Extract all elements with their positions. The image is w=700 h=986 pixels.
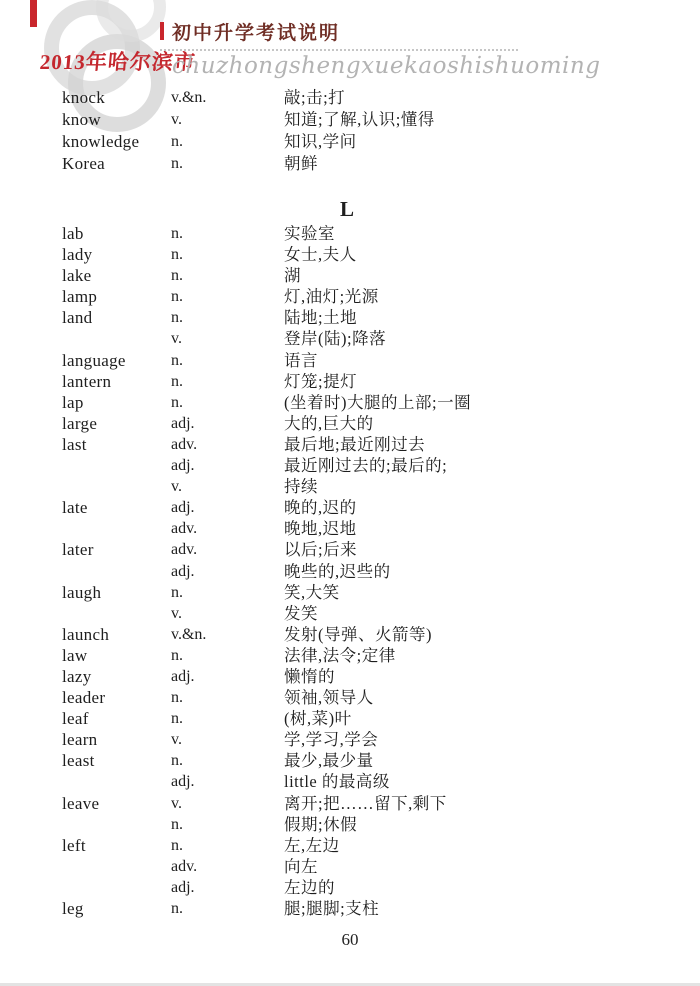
vocab-definition: little 的最高级: [284, 772, 390, 792]
vocab-row: [62, 414, 632, 435]
vocab-pos: adv.: [171, 857, 198, 875]
vocab-row: [62, 456, 632, 477]
vocab-pos: n.: [171, 351, 183, 369]
vocab-pos: adj.: [171, 457, 195, 475]
vocab-word: late: [62, 498, 88, 518]
vocab-pos: n.: [171, 155, 183, 172]
vocab-definition: 学,学习,学会: [284, 730, 379, 750]
vocab-definition: 笑,大笑: [284, 582, 340, 602]
vocab-row: [62, 132, 632, 154]
vocab-row: [62, 266, 632, 287]
vocab-row: [62, 540, 632, 561]
vocab-pos: v.: [171, 111, 182, 128]
vocab-word: last: [62, 434, 87, 454]
vocab-definition: 离开;把……留下,剩下: [284, 793, 447, 813]
vocab-word: lap: [62, 392, 84, 412]
vocab-word: lantern: [62, 371, 112, 391]
vocab-word: later: [62, 540, 94, 560]
vocab-row: [62, 730, 632, 751]
vocab-row: [62, 498, 632, 519]
vocab-word: least: [62, 751, 95, 771]
vocab-pos: v.: [171, 731, 182, 749]
vocab-row: [62, 435, 632, 456]
vocab-definition: 语言: [284, 350, 318, 370]
vocab-word: left: [62, 835, 86, 855]
vocab-row: [62, 646, 632, 667]
vocab-row: [62, 857, 632, 878]
vocab-word: language: [62, 350, 126, 370]
title-row: [160, 20, 530, 42]
vocab-definition: 最少,最少量: [284, 751, 374, 771]
vocab-row: [62, 688, 632, 709]
vocab-definition: 女士,夫人: [284, 245, 357, 265]
vocab-definition: 实验室: [284, 224, 335, 243]
vocab-row: [62, 372, 632, 393]
vocab-pos: v.: [171, 330, 182, 348]
page-title: 初中升学考试说明: [172, 22, 341, 44]
vocab-definition: 灯,油灯;光源: [284, 287, 379, 307]
vocab-pos: adj.: [171, 878, 195, 896]
vocab-word: law: [62, 645, 88, 665]
vocab-definition: 假期;休假: [284, 814, 358, 834]
vocab-definition: 敲;击;打: [284, 88, 346, 107]
vocab-pos: n.: [171, 393, 183, 411]
vocab-word: knowledge: [62, 132, 140, 151]
vocab-pos: n.: [171, 583, 183, 601]
vocab-row: [62, 110, 632, 132]
vocab-pos: adj.: [171, 499, 195, 517]
vocab-pos: adj.: [171, 562, 195, 580]
vocab-row: [62, 562, 632, 583]
vocab-word: learn: [62, 730, 98, 750]
vocab-definition: 晚地,迟地: [284, 519, 357, 539]
vocab-row: [62, 794, 632, 815]
pinyin-script-text: chuzhongshengxuekaoshishuoming: [172, 53, 601, 79]
vocab-pos: adj.: [171, 414, 195, 432]
vocab-definition: 以后;后来: [284, 540, 358, 560]
vocab-word: large: [62, 413, 98, 433]
vocab-definition: 灯笼;提灯: [284, 371, 358, 391]
vocab-definition: (坐着时)大腿的上部;一圈: [284, 392, 472, 412]
vocab-pos: n.: [171, 288, 183, 306]
vocab-row: [62, 245, 632, 266]
vocab-word: knock: [62, 88, 106, 107]
vocab-word: leader: [62, 688, 106, 708]
page-number: 60: [341, 930, 359, 949]
vocab-word: lamp: [62, 287, 98, 307]
vocab-definition: 陆地;土地: [284, 308, 358, 328]
vocab-row: [62, 477, 632, 498]
vocab-definition: 领袖,领导人: [284, 688, 374, 708]
edition-label: 2013年哈尔滨市: [38, 50, 197, 74]
vocab-row: [62, 351, 632, 372]
vocab-pos: adv.: [171, 435, 198, 453]
vocab-word: lab: [62, 224, 84, 243]
vocab-definition: (树,菜)叶: [284, 709, 352, 729]
vocab-word: lake: [62, 266, 92, 286]
vocab-pos: n.: [171, 133, 183, 150]
vocab-word: land: [62, 308, 93, 328]
vocab-word: leave: [62, 793, 100, 813]
vocab-row: [62, 329, 632, 350]
vocab-row: [62, 519, 632, 540]
vocab-pos: adv.: [171, 520, 198, 538]
vocab-row: [62, 88, 632, 110]
vocab-row: [62, 772, 632, 793]
vocab-row: [62, 287, 632, 308]
vocab-pos: n.: [171, 815, 183, 833]
vocab-pos: n.: [171, 646, 183, 664]
vocab-definition: 发笑: [284, 603, 318, 623]
vocab-row: [62, 815, 632, 836]
vocab-pos: v.: [171, 478, 182, 496]
vocab-row: [62, 625, 632, 646]
top-left-red-mark: [30, 0, 37, 27]
vocab-definition: 晚些的,迟些的: [284, 561, 391, 581]
vocab-row: [62, 308, 632, 329]
vocab-definition: 知道;了解,认识;懂得: [284, 110, 435, 129]
vocab-pos: n.: [171, 752, 183, 770]
vocab-pos: n.: [171, 246, 183, 264]
vocab-row: [62, 393, 632, 414]
vocab-definition: 大的,巨大的: [284, 413, 374, 433]
vocab-row: [62, 836, 632, 857]
vocab-pos: v.: [171, 604, 182, 622]
vocab-pos: n.: [171, 836, 183, 854]
vocab-pos: adj.: [171, 773, 195, 791]
vocab-definition: 最后地;最近刚过去: [284, 434, 426, 454]
vocab-word: lady: [62, 245, 93, 265]
vocab-row: [62, 154, 632, 176]
vocab-pos: n.: [171, 309, 183, 327]
vocab-pos: n.: [171, 267, 183, 285]
vocab-rows-k: [62, 88, 632, 176]
vocab-definition: 登岸(陆);降落: [284, 329, 387, 349]
vocab-pos: v.: [171, 794, 182, 812]
title-accent-bar: [160, 22, 164, 40]
vocab-pos: n.: [171, 225, 183, 242]
vocab-pos: adj.: [171, 667, 195, 685]
vocab-word: laugh: [62, 582, 102, 602]
vocab-pos: n.: [171, 900, 183, 917]
vocab-pos: n.: [171, 710, 183, 728]
vocab-word: leaf: [62, 709, 89, 729]
page-header: [160, 20, 601, 79]
vocab-definition: 左边的: [284, 877, 335, 897]
vocab-rows-l: [62, 224, 632, 920]
vocab-word: Korea: [62, 154, 106, 173]
dotted-divider: [160, 49, 518, 51]
vocab-definition: 发射(导弹、火箭等): [284, 624, 432, 644]
vocab-row: [62, 878, 632, 899]
vocab-pos: n.: [171, 372, 183, 390]
vocab-pos: adv.: [171, 541, 198, 559]
vocab-definition: 向左: [284, 856, 318, 876]
vocab-row: [62, 709, 632, 730]
section-letter: L: [339, 197, 354, 221]
vocab-definition: 晚的,迟的: [284, 498, 357, 518]
vocab-word: know: [62, 110, 101, 129]
vocab-row: [62, 583, 632, 604]
vocab-word: lazy: [62, 666, 92, 686]
vocab-row: [62, 751, 632, 772]
vocab-definition: 法律,法令;定律: [284, 645, 396, 665]
vocab-definition: 朝鲜: [284, 154, 318, 173]
vocab-row: [62, 224, 632, 245]
vocab-pos: n.: [171, 689, 183, 707]
vocab-pos: v.&n.: [171, 89, 207, 106]
vocab-definition: 左,左边: [284, 835, 340, 855]
vocab-pos: v.&n.: [171, 625, 207, 643]
vocab-definition: 知识,学问: [284, 132, 357, 151]
vocab-row: [62, 667, 632, 688]
vocab-definition: 最近刚过去的;最后的;: [284, 456, 448, 476]
vocab-definition: 湖: [284, 266, 301, 286]
vocab-row: [62, 604, 632, 625]
vocab-definition: 腿;腿脚;支柱: [284, 899, 380, 918]
vocab-list: [62, 88, 632, 920]
vocab-word: launch: [62, 624, 110, 644]
vocab-definition: 持续: [284, 477, 318, 497]
vocab-word: leg: [62, 899, 84, 918]
vocab-definition: 懒惰的: [284, 666, 335, 686]
vocab-row: [62, 899, 632, 920]
